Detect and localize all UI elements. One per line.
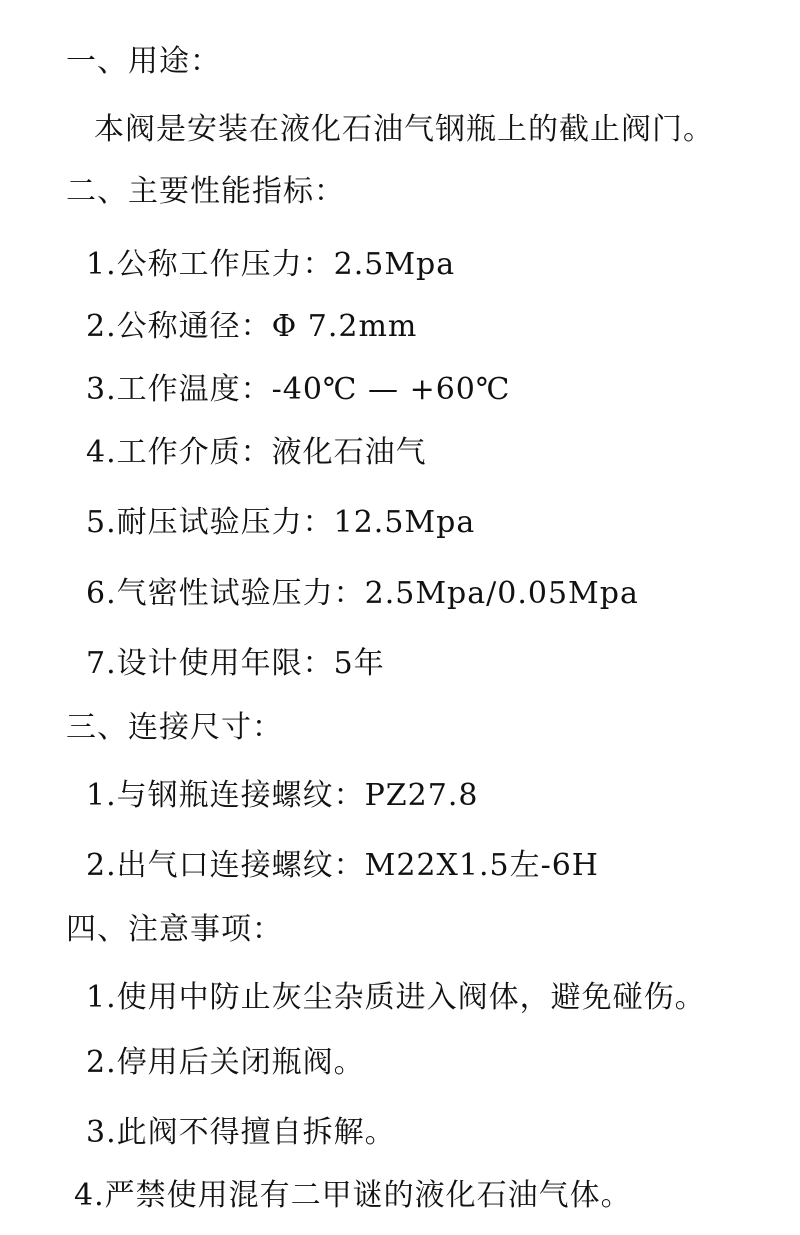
section-heading-usage: 一、用途： [66, 44, 221, 79]
spec-item-airtight-pressure: 6.气密性试验压力：2.5Mpa/0.05Mpa [86, 576, 639, 611]
usage-text: 本阀是安装在液化石油气钢瓶上的截止阀门。 [94, 112, 714, 147]
section-heading-specs: 二、主要性能指标： [66, 174, 345, 209]
section-heading-notes: 四、注意事项： [66, 912, 283, 947]
note-item-close-valve: 2.停用后关闭瓶阀。 [86, 1045, 365, 1080]
spec-item-diameter: 2.公称通径：Φ 7.2mm [86, 309, 418, 344]
section-heading-connection: 三、连接尺寸： [66, 710, 283, 745]
note-item-dust: 1.使用中防止灰尘杂质进入阀体，避免碰伤。 [86, 980, 706, 1015]
spec-item-service-life: 7.设计使用年限：5年 [86, 646, 385, 681]
connection-item-outlet-thread: 2.出气口连接螺纹：M22X1.5左-6H [86, 848, 599, 883]
spec-item-temperature: 3.工作温度：-40℃ — +60℃ [86, 372, 511, 407]
spec-item-pressure: 1.公称工作压力：2.5Mpa [86, 247, 456, 282]
spec-item-medium: 4.工作介质：液化石油气 [86, 435, 427, 470]
connection-item-cylinder-thread: 1.与钢瓶连接螺纹：PZ27.8 [86, 778, 479, 813]
note-item-gas-warning: 4.严禁使用混有二甲谜的液化石油气体。 [74, 1178, 632, 1213]
spec-item-test-pressure: 5.耐压试验压力：12.5Mpa [86, 505, 476, 540]
note-item-no-disassembly: 3.此阀不得擅自拆解。 [86, 1115, 396, 1150]
